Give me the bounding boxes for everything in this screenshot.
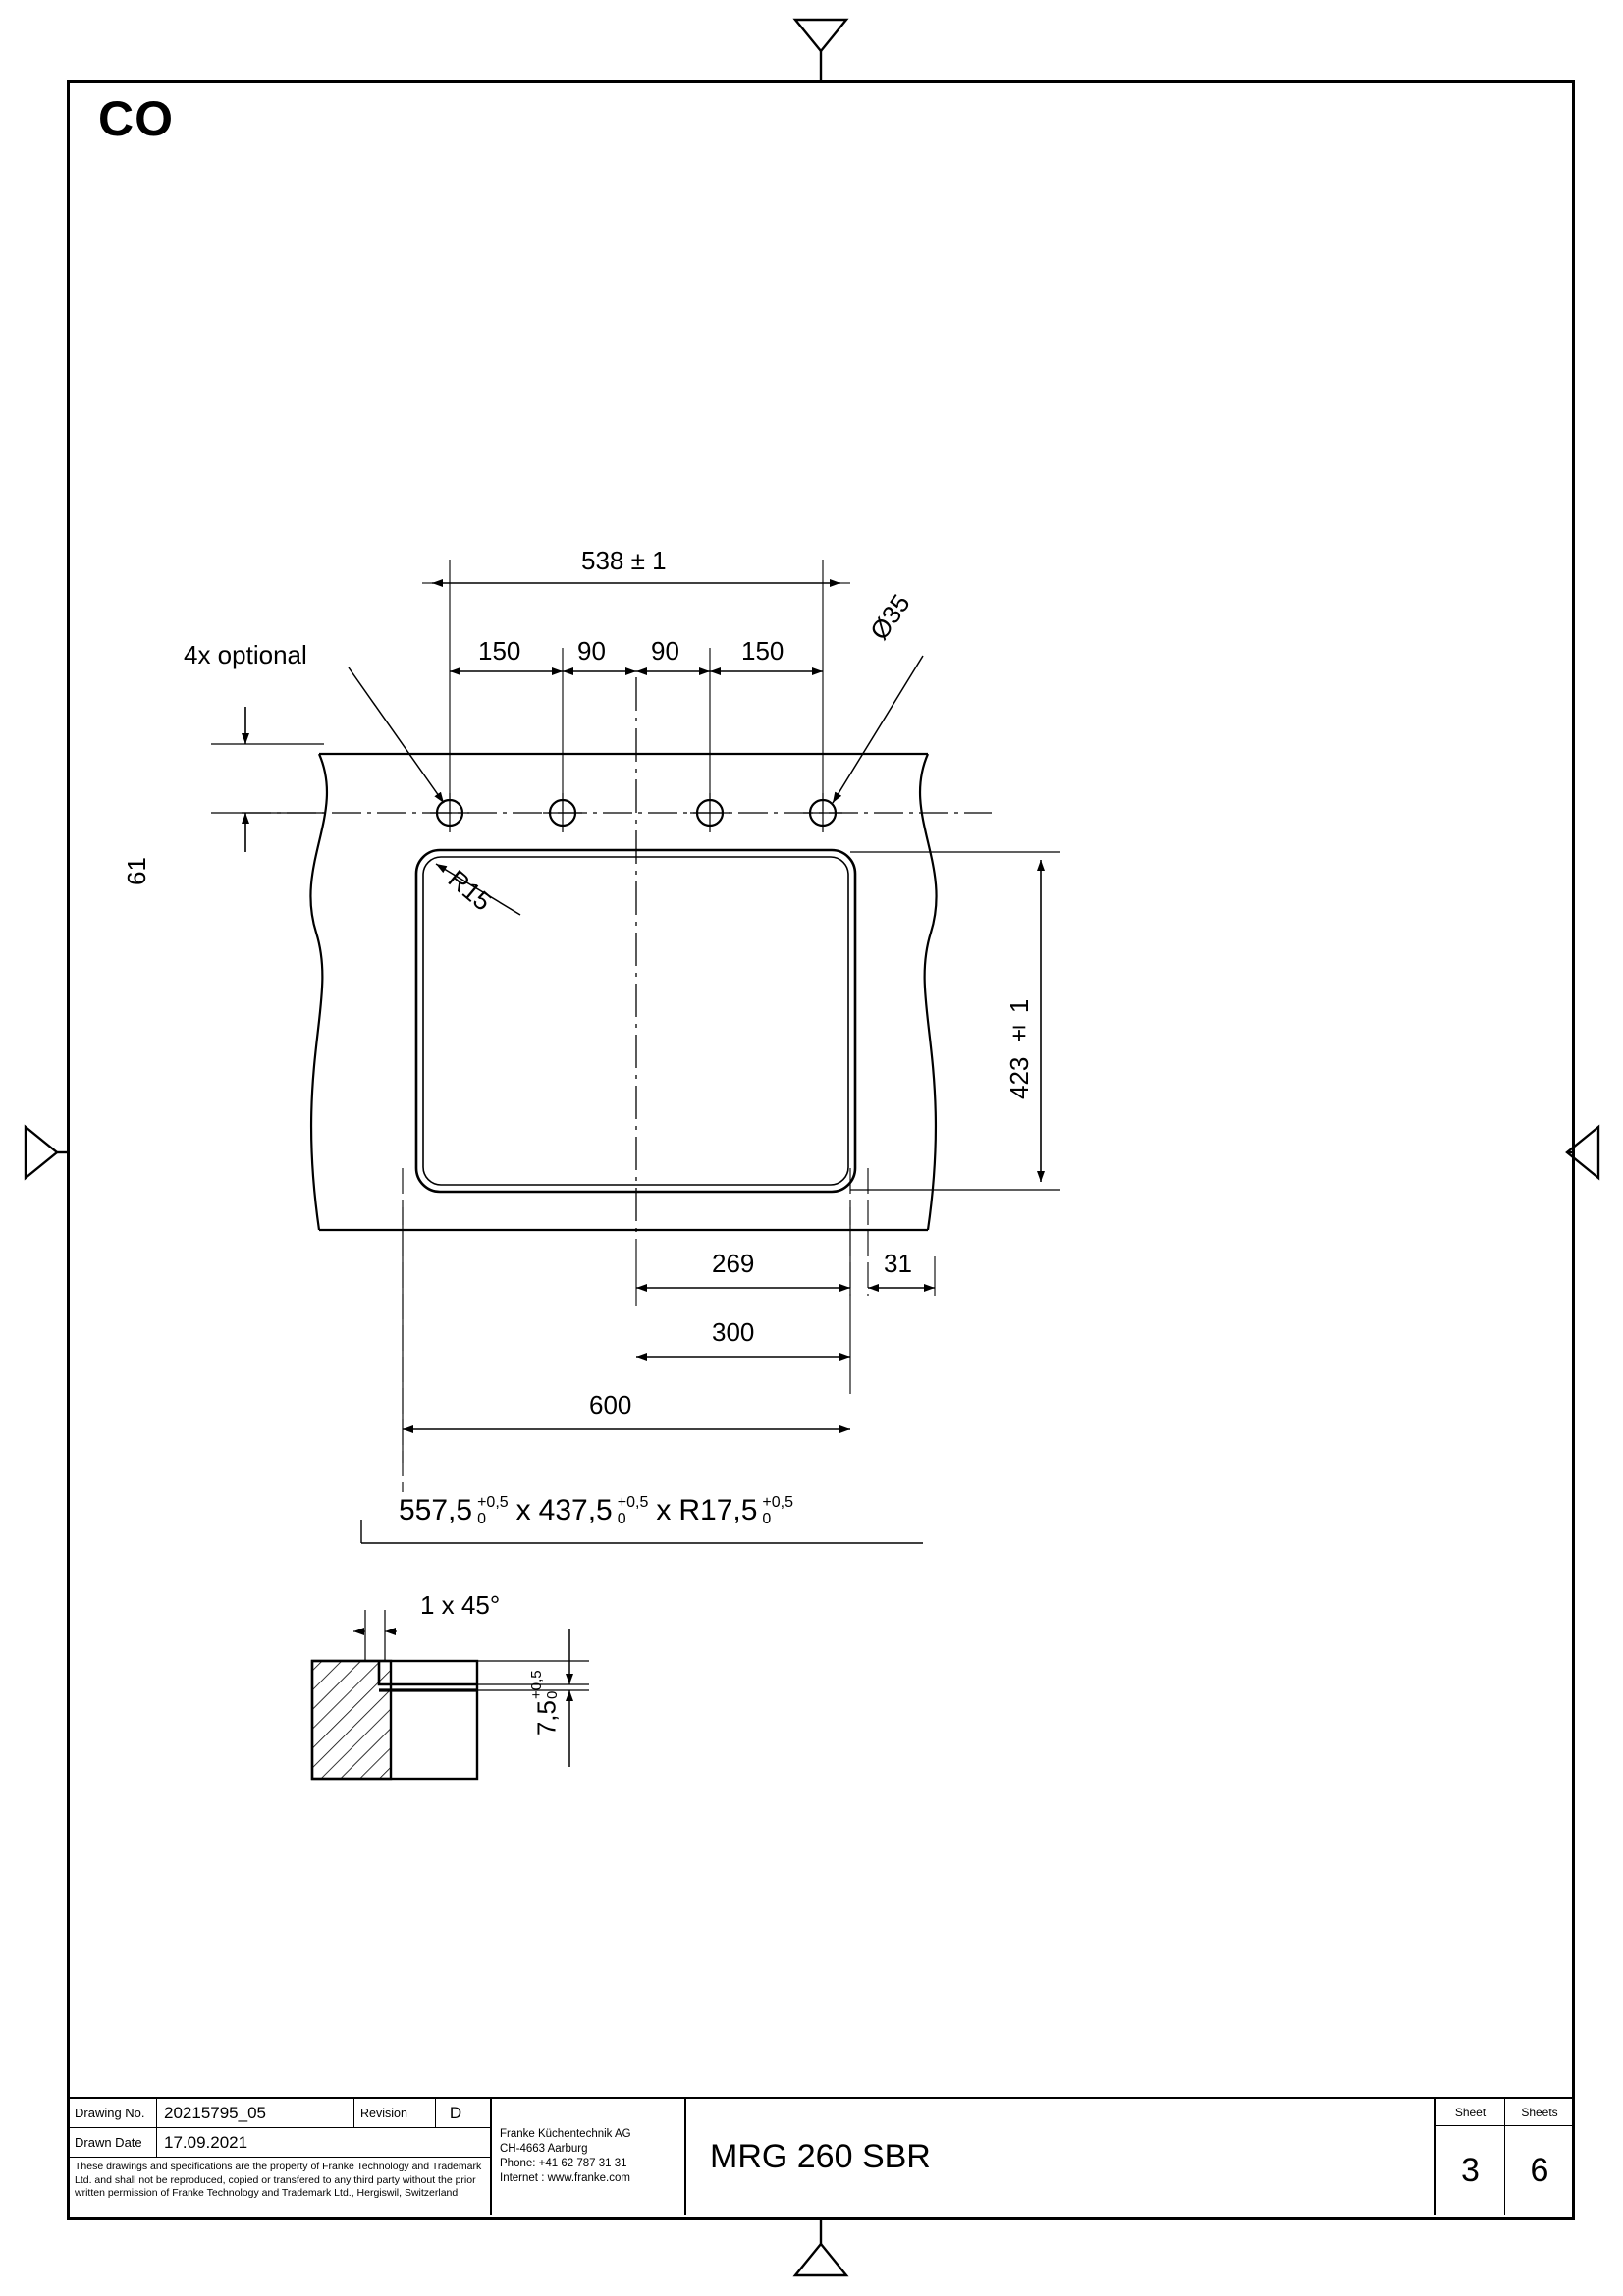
section-depth-tol-lower: 0 [543,1690,561,1699]
dim-label-90-right: 90 [651,636,679,666]
company-website[interactable]: Internet : www.franke.com [500,2172,630,2184]
spec-tol-2-upper: +0,5 [617,1494,649,1511]
dim-label-300: 300 [712,1317,755,1347]
dim-label-61: 61 [122,857,151,885]
drawing-no-label: Drawing No. [75,2106,145,2120]
leader-dia35 [833,656,923,803]
section-view [312,1661,477,1779]
revision-value: D [449,2103,462,2122]
spec-value-3: R17,5 [678,1494,758,1526]
centering-mark-right [1567,1127,1598,1178]
sheets-value: 6 [1530,2151,1549,2189]
spec-separator-1: x [515,1494,531,1526]
sheet-label: Sheet [1436,2099,1505,2126]
drawn-date-label: Drawn Date [75,2135,142,2150]
section-depth-value: 7,5 [531,1700,562,1736]
section-depth-tol-upper: +0,5 [527,1670,545,1699]
revision-label: Revision [360,2106,407,2120]
sheet-info [1434,2099,1572,2215]
spec-tol-3-lower: 0 [762,1511,772,1527]
legal-notice: These drawings and specifications are the property of Franke Technology and Trademark Ltd. and shall not be reproduced, copied or transfered to any third party without the prior written permission of Franke Technology and Trademark Ltd., Hergiswil, Switzerland [75,2161,482,2199]
dim-label-90-left: 90 [577,636,606,666]
dim-label-600: 600 [589,1390,632,1419]
company-name: Franke Küchentechnik AG [500,2128,631,2140]
dim-label-31: 31 [884,1249,912,1278]
spec-tol-3-upper: +0,5 [762,1494,793,1511]
company-phone: Phone: +41 62 787 31 31 [500,2158,627,2169]
spec-tol-1-upper: +0,5 [477,1494,509,1511]
product-title: MRG 260 SBR [710,2137,931,2175]
section-depth-label [527,1669,564,1736]
dim-label-538: 538 ± 1 [581,546,667,575]
centering-mark-left [26,1127,69,1178]
dim-label-423: 423 ± 1 [1004,998,1034,1099]
sheet-value: 3 [1436,2126,1505,2215]
extension-lines-bottom-2 [403,1207,935,1463]
dim-label-optional: 4x optional [184,640,307,669]
drawing-no-value: 20215795_05 [164,2103,267,2122]
cutout-spec [399,1494,793,1527]
spec-value-1: 557,5 [399,1494,473,1526]
dim-label-chamfer: 1 x 45° [420,1590,501,1620]
dim-label-150-right: 150 [741,636,784,666]
leader-optional [349,667,444,803]
company-info [494,2099,686,2215]
extension-lines-bottom [403,1168,868,1492]
dim-label-diameter-35: Ø35 [864,588,916,646]
drawn-date-value: 17.09.2021 [164,2132,248,2152]
dim-label-269: 269 [712,1249,755,1278]
spec-tol-2-lower: 0 [617,1511,626,1527]
spec-separator-2: x [656,1494,672,1526]
titleblock [70,2097,1572,2213]
dim-61 [211,707,324,852]
titleblock-left [70,2099,492,2215]
sheets-label: Sheets [1505,2099,1574,2126]
spec-value-2: 437,5 [538,1494,613,1526]
worktop-outline [310,754,936,1230]
centering-mark-bottom [795,2218,846,2275]
page-title: CO [98,91,174,146]
drawn-date-row [70,2128,492,2158]
company-address: CH-4663 Aarburg [500,2143,588,2155]
dim-label-150-left: 150 [478,636,521,666]
drawing-no-row [70,2099,492,2128]
centering-mark-top [795,20,846,82]
spec-tol-1-lower: 0 [477,1511,486,1527]
dim-label-r15: R15 [442,864,498,917]
